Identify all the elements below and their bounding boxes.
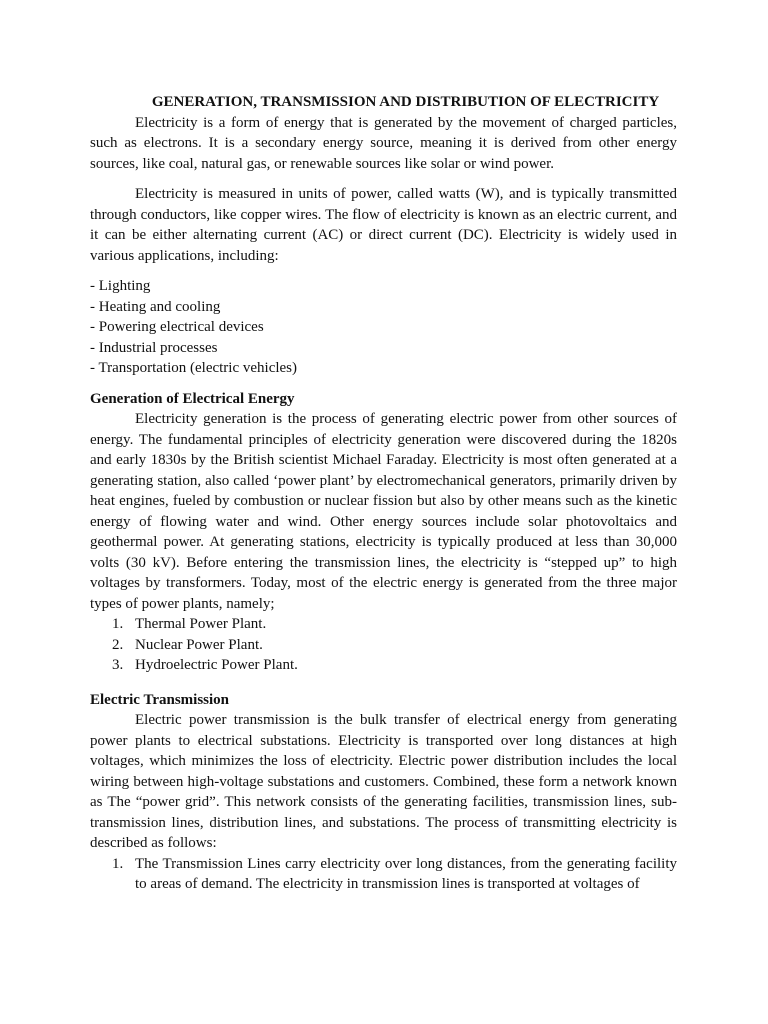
transmission-heading: Electric Transmission [90, 691, 230, 708]
intro-paragraph-1: Electricity is a form of energy that is generated by the movement of charged particles, such as electrons. It is a secondary energy source, meaning it is derived from other energy sources, like coal, natural gas, or renewable sources like solar or wind power. [90, 114, 677, 172]
power-plant-list [90, 614, 677, 676]
list-item: - Heating and cooling [90, 298, 221, 315]
list-number: 1. [112, 616, 124, 632]
list-item: - Lighting [90, 278, 151, 294]
list-item: - Industrial processes [90, 339, 218, 356]
list-item [90, 854, 677, 895]
transmission-paragraph: Electric power transmission is the bulk transfer of electrical energy from generating power plants to electrical substations. Electricity is transported over long distances at high voltages, which minimizes the loss of electricity. Electric power distribution includes the local wiring between high-voltage substations and customers. Combined, these form a network known as The “power grid”. This network consists of the generating facilities, transmission lines, sub-transmission lines, distribution lines, and substations. The process of transmitting electricity is described as follows: [90, 712, 677, 851]
list-number: 2. [112, 636, 124, 653]
document-title: GENERATION, TRANSMISSION AND DISTRIBUTION OF ELECTRICITY [151, 94, 660, 110]
list-number: 3. [112, 657, 124, 673]
generation-paragraph: Electricity generation is the process of generating electric power from other sources of energy. The fundamental principles of electricity generation were discovered during the 1820s and early 1830s by the British scientist Michael Faraday. Electricity is most often generated at a generating station, also called ‘power plant’ by electromechanical generators, primarily driven by heat engines, fueled by combustion or nuclear fission but also by other means such as the kinetic energy of flowing water and wind. Other energy sources include solar photovoltaics and geothermal power. At generating stations, electricity is typically produced at less than 30,000 volts (30 kV). Before entering the transmission lines, the electricity is “stepped up” to high voltages by transformers. Today, most of the electric energy is generated from the three major types of power plants, namely; [90, 411, 677, 612]
list-number: 1. [112, 855, 124, 872]
list-item-text: Nuclear Power Plant. [135, 636, 263, 653]
intro-paragraph-2: Electricity is measured in units of power, called watts (W), and is typically transmitted through conductors, like copper wires. The flow of electricity is known as an electric current, and it can be either alternating current (AC) or direct current (DC). Electricity is widely used in various applications, including: [90, 186, 677, 264]
list-item [90, 635, 677, 656]
list-item [90, 655, 677, 676]
generation-heading: Generation of Electrical Energy [90, 390, 295, 407]
transmission-steps-list [90, 854, 677, 895]
list-item-text: Thermal Power Plant. [135, 616, 267, 632]
list-item-text: The Transmission Lines carry electricity over long distances, from the generating facility to areas of demand. The electricity in transmission lines is transported at voltages of [135, 855, 677, 892]
list-item: - Transportation (electric vehicles) [90, 360, 298, 376]
document-page [90, 92, 677, 895]
list-item [90, 614, 677, 635]
list-item: - Powering electrical devices [90, 319, 264, 335]
list-item-text: Hydroelectric Power Plant. [135, 657, 298, 673]
applications-list [90, 276, 677, 379]
